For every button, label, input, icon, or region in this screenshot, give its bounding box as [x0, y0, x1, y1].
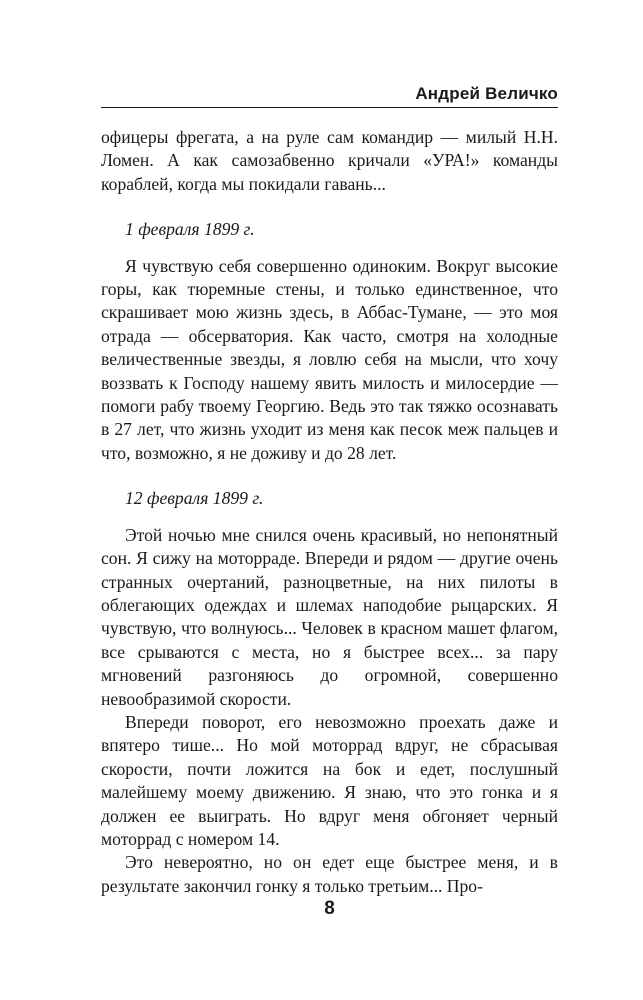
diary-paragraph: Это невероятно, но он едет еще быстрее меня, и в результате закончил гонку я только третьим... Про- [101, 852, 558, 896]
diary-entry-date: 12 февраля 1899 г. [125, 488, 264, 509]
book-page [101, 0, 558, 1000]
diary-paragraph: Впереди поворот, его невозможно проехать даже и впятеро тише... Но мой моторрад вдруг, не сбрасывая скорости, почти ложится на бок и едет, послушный малейшему моему движению. Я знаю, что это гонка и я должен ее выиграть. Но вдруг меня обгоняет черный моторрад с номером 14. [101, 711, 558, 849]
diary-entry-date: 1 февраля 1899 г. [125, 219, 255, 240]
running-head-author: Андрей Величко [415, 84, 558, 103]
header-rule [101, 107, 558, 108]
page-body [101, 126, 558, 898]
page-number: 8 [324, 898, 335, 919]
diary-paragraph: Этой ночью мне снился очень красивый, но непонятный сон. Я сижу на моторраде. Впереди и рядом — другие очень странных очертаний, разноцветные, на них пилоты в облегающих одеждах и шлемах наподобие рыцарских. Я чувствую, что волнуюсь... Человек в красном машет флагом, все срываются с места, но я быстрее всех... за пару мгновений разгоняюсь до огромной, совершенно невообразимой скорости. [101, 524, 558, 709]
intro-paragraph: офицеры фрегата, а на руле сам командир — милый Н.Н. Ломен. А как самозабвенно кричали «УРА!» команды кораблей, когда мы покидали гавань... [101, 127, 558, 194]
diary-paragraph: Я чувствую себя совершенно одиноким. Вокруг высокие горы, как тюремные стены, и только единственное, что скрашивает мою жизнь здесь, в Аббас-Тумане, — это моя отрада — обсерватория. Как часто, смотря на холодные величественные звезды, я ловлю себя на мысли, что хочу воззвать к Господу нашему явить милость и милосердие — помоги рабу твоему Георгию. Ведь это так тяжко осознавать в 27 лет, что жизнь уходит из меня как песок меж пальцев и что, возможно, я не доживу и до 28 лет. [101, 255, 558, 463]
